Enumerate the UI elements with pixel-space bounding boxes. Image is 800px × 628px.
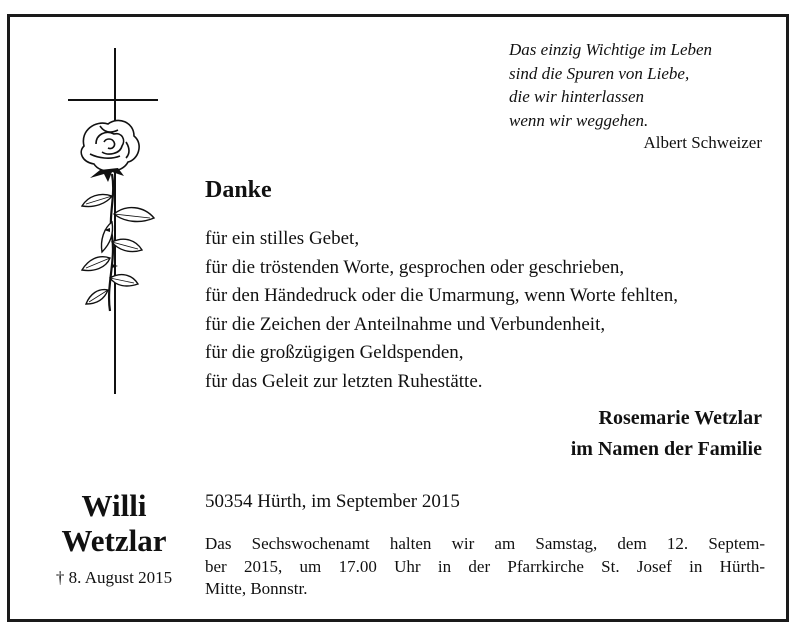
quote-line: sind die Spuren von Liebe, — [509, 63, 690, 83]
quote-line: Das einzig Wichtige im Leben — [509, 40, 713, 59]
service-note-line: ber 2015, um 17.00 Uhr in der Pfarrkirche St. Josef in Hürth- — [205, 556, 765, 576]
service-note-line: Mitte, Bonnstr. — [205, 579, 308, 598]
heading-danke: Danke — [205, 177, 272, 203]
deceased-death-date: † 8. August 2015 — [55, 568, 173, 587]
thanks-text — [205, 225, 785, 396]
signature-name: Rosemarie Wetzlar — [598, 407, 762, 429]
quote-author: Albert Schweizer — [643, 133, 762, 152]
service-note-line: Das Sechswochenamt halten wir am Samstag, dem 12. Septem- — [205, 534, 765, 553]
thanks-line: für ein stilles Gebet, — [205, 228, 360, 249]
quote-line: die wir hinterlassen — [509, 87, 645, 106]
signature — [571, 403, 762, 465]
place-date: 50354 Hürth, im September 2015 — [205, 491, 460, 512]
thanks-line: für den Händedruck oder die Umarmung, wenn Worte fehlten, — [205, 285, 678, 306]
thanks-line: für die Zeichen der Anteilnahme und Verbundenheit, — [205, 313, 606, 335]
signature-family: im Namen der Familie — [570, 438, 762, 460]
thanks-line: für die großzügigen Geldspenden, — [205, 342, 464, 363]
thanks-line: für das Geleit zur letzten Ruhestätte. — [205, 370, 483, 392]
quote-line: wenn wir weggehen. — [509, 110, 649, 130]
cross-rose-icon — [60, 46, 170, 396]
deceased-block — [28, 488, 200, 588]
deceased-first-name: Willi — [81, 488, 147, 523]
deceased-last-name: Wetzlar — [61, 523, 167, 558]
quote — [509, 38, 769, 132]
service-note — [205, 533, 765, 601]
thanks-line: für die tröstenden Worte, gesprochen oder geschrieben, — [205, 256, 625, 278]
